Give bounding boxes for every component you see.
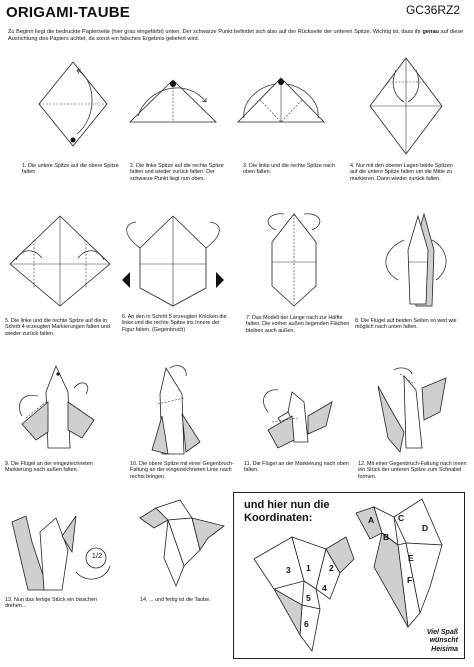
coordinate-label-4: 4 [322, 583, 327, 593]
step-1-diagram [33, 56, 113, 156]
step-1-caption: 1. Die untere Spitze auf die obere Spitze falten [22, 163, 119, 176]
greeting-line-2: wünscht [429, 637, 458, 644]
coordinate-label-c: C [398, 513, 405, 523]
intro-line-1: Zu Beginn liegt die bedruckte Papierseite (hier grau eingefärbt) unten. Der schwarze Punkt befindet sich also auf der Rückseite der unteren Spitze. [8, 29, 372, 35]
coordinate-label-d: D [422, 523, 429, 533]
intro-line-2a: Wichtig ist, dass ihr [372, 29, 423, 35]
step-2-diagram [128, 72, 218, 132]
intro-text [8, 29, 464, 43]
step-10-diagram [148, 364, 218, 460]
step-13-caption: 13. Nun das fertige Stück ein bisschen drehen... [5, 597, 97, 610]
greeting [427, 629, 458, 655]
step-12-caption: 12. Mit einer Gegenbruch-Faltung nach innen ein Stück der unteren Spitze zum Schnabel formen. [358, 461, 467, 480]
step-7-caption: 7. Das Modell der Länge nach zur Hälfte falten. Die vorher außen liegenden Flächen bleiben auch außen. [246, 315, 350, 334]
step-4-caption: 4. Nur mit den oberen Lagen beide Spitzen auf die untere Spitze falten um die Mitte zu markieren. Dann wieder zurück falten. [350, 163, 453, 182]
coordinate-label-a: A [368, 515, 375, 525]
step-5-diagram [4, 212, 116, 310]
coordinate-label-3: 3 [286, 565, 291, 575]
step-3-caption: 3. Die linke und die rechte Spitze nach oben falten. [243, 163, 335, 176]
step-3-diagram [236, 70, 326, 132]
cache-code: GC36RZ2 [405, 3, 460, 17]
coordinate-label-5: 5 [306, 593, 311, 603]
step-2-caption: 2. Die linke Spitze auf die rechte Spitze falten und wieder zurück falten. Der schwarze Punkt liegt nun oben. [130, 163, 224, 182]
greeting-signature: Heisima [431, 645, 458, 653]
step-10-caption: 10. Die obere Spitze mit einer Gegenbruch-Faltung an der eingezeichneten Linie nach rechts bringen. [130, 461, 234, 480]
step-9-diagram [12, 362, 102, 457]
step-5-caption: 5. Die linke und die rechte Spitze auf die in Schritt 4 erzeugten Markierungen falten und wieder zurück falten. [5, 318, 110, 337]
step-12-diagram [370, 368, 452, 458]
coordinate-label-f: F [407, 575, 413, 585]
step-6-caption: 6. An den in Schritt 5 erzeugten Knicken die linke und die rechte Spitze ins Innere der Figur falten. (Gegenbruch) [122, 314, 227, 333]
step-9-caption: 9. Die Flügel an der eingezeichneten Markierung nach außen falten. [5, 461, 93, 474]
coordinate-label-6: 6 [304, 619, 309, 629]
step-6-diagram [118, 212, 228, 310]
greeting-line-1: Viel Spaß [426, 628, 458, 636]
step-4-diagram [366, 54, 446, 158]
intro-bold: genau [422, 29, 439, 35]
step-14-caption: 14. ... und fertig ist die Taube. [140, 597, 211, 603]
step-13-diagram [6, 506, 116, 594]
step-14-diagram [138, 498, 228, 590]
step-11-caption: 11. Die Flügel an der Markierung nach oben falten. [244, 461, 349, 474]
page-title: ORIGAMI-TAUBE [6, 4, 130, 21]
intro-line-2b: auf diese Ausrichtung des Papiers achtet, da sonst ein falsches Ergebnis geliefert wird. [8, 29, 464, 42]
step-8-caption: 8. Die Flügel auf beiden Seiten so weit wie möglich nach unten falten. [355, 318, 457, 331]
step-11-diagram [258, 372, 338, 456]
coordinates-title: und hier nun die Koordinaten: [244, 499, 330, 524]
coordinate-label-b: B [383, 532, 390, 542]
rotate-badge: 1/2 [91, 551, 103, 560]
coordinate-label-2: 2 [329, 563, 334, 573]
step-8-diagram [374, 210, 454, 310]
coordinate-label-1: 1 [306, 563, 311, 573]
step-7-diagram [254, 210, 334, 310]
coordinates-box [233, 492, 465, 659]
coordinate-label-e: E [408, 553, 414, 563]
